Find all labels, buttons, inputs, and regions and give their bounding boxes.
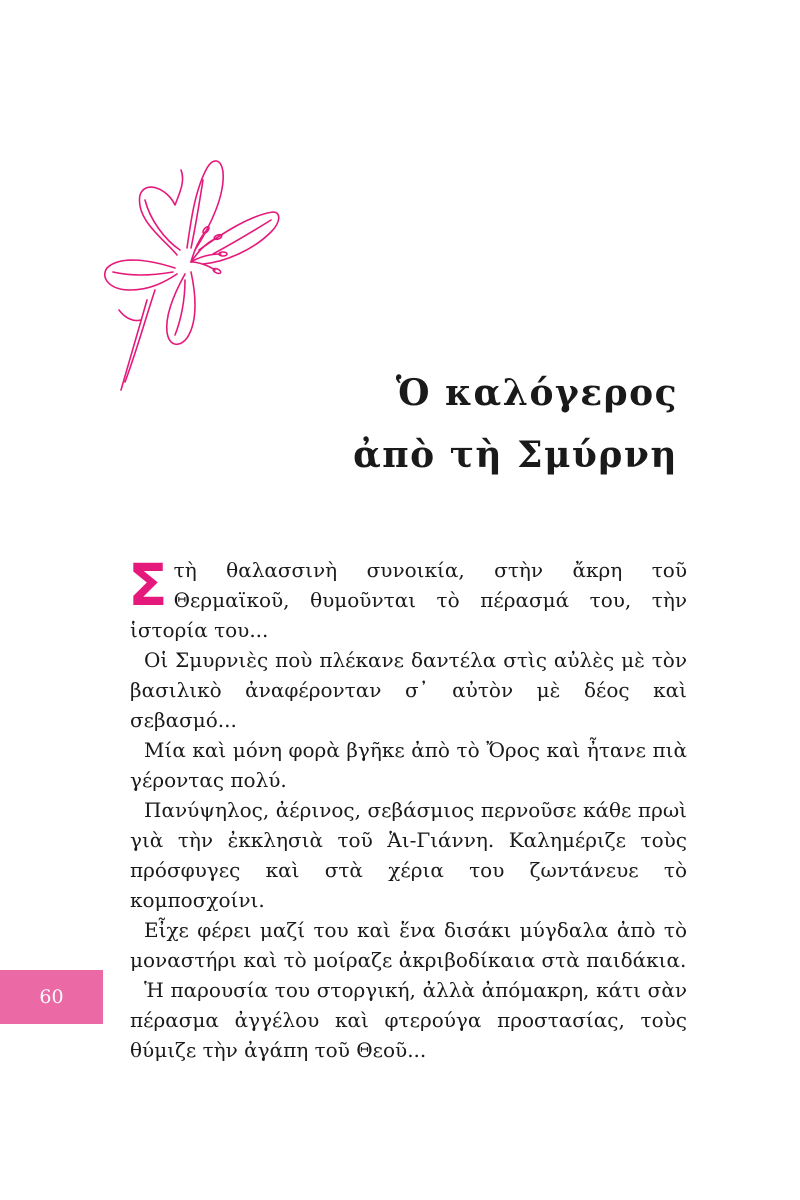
paragraph-4: Πανύψηλος, ἀέρινος, σεβάσμιος περνοῦσε κάθε πρωὶ γιὰ τὴν ἐκκλησιὰ τοῦ Ἁι-Γιάννη. Καλημέριζε τοὺς πρόσφυγες καὶ στὰ χέρια του ζωντάνευε τὸ κομποσχοίνι.: [130, 798, 687, 912]
paragraph-1: [128, 551, 687, 645]
chapter-title: [353, 362, 678, 486]
chapter-title-line-2: ἀπὸ τὴ Σμύρνη: [353, 434, 678, 476]
page-number-tab: [0, 970, 103, 1024]
body-text: [128, 551, 687, 1065]
paragraph-3: Μία καὶ μόνη φορὰ βγῆκε ἀπὸ τὸ Ὄρος καὶ ἦτανε πιὰ γέροντας πολύ.: [130, 738, 687, 792]
paragraph-2: Οἱ Σμυρνιὲς ποὺ πλέκανε δαντέλα στὶς αὐλὲς μὲ τὸν βασιλικὸ ἀναφέρονταν σ᾽ αὐτὸν μὲ δέος καὶ σεβασμό...: [130, 648, 687, 732]
paragraph-1-text: τὴ θαλασσινὴ συνοικία, στὴν ἄκρη τοῦ Θερμαϊκοῦ, θυμοῦνται τὸ πέρασμά του, τὴν ἱστορία του...: [130, 558, 687, 642]
paragraph-5: Εἶχε φέρει μαζί του καὶ ἕνα δισάκι μύγδαλα ἀπὸ τὸ μοναστήρι καὶ τὸ μοίραζε ἀκριβοδίκαια στὰ παιδάκια.: [130, 918, 687, 972]
lily-flower-icon: [95, 150, 285, 395]
drop-cap: Σ: [128, 551, 168, 619]
page-number: 60: [39, 986, 64, 1008]
paragraph-6: Ἡ παρουσία του στοργική, ἀλλὰ ἀπόμακρη, κάτι σὰν πέρασμα ἀγγέλου καὶ φτερούγα προστασίας, τοὺς θύμιζε τὴν ἀγάπη τοῦ Θεοῦ...: [130, 978, 687, 1062]
chapter-title-line-1: Ὁ καλόγερος: [395, 372, 678, 414]
